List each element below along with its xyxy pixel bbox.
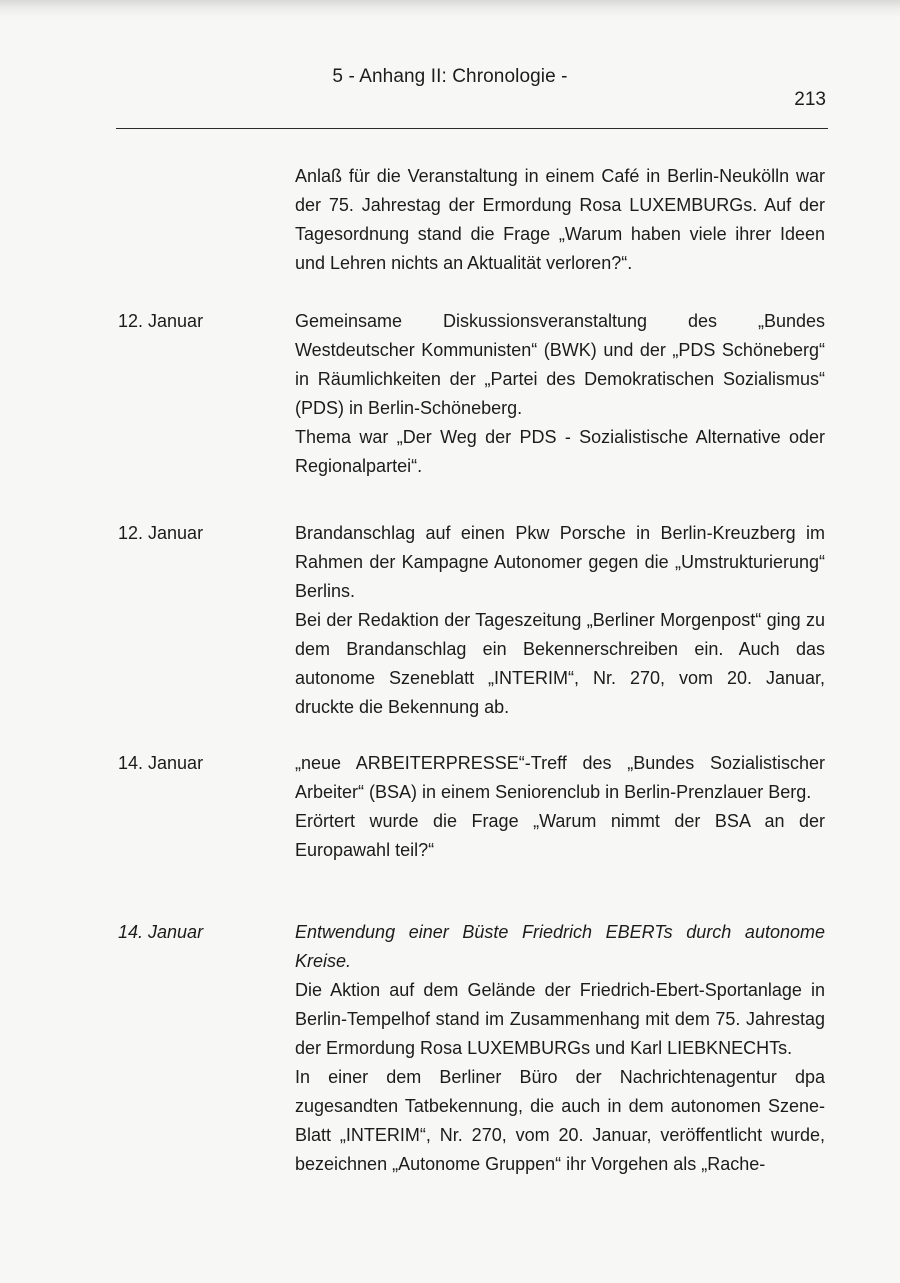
entry-text	[295, 749, 825, 865]
page-header-title: 5 - Anhang II: Chronologie -	[332, 66, 568, 87]
entry-text	[295, 918, 825, 1179]
header-rule	[116, 128, 828, 129]
entry-paragraph: Thema war „Der Weg der PDS - Sozialistische Alternative oder Regionalpartei“.	[295, 427, 825, 476]
entry-date: 12. Januar	[118, 523, 204, 543]
entry-paragraph: Entwendung einer Büste Friedrich EBERTs durch autonome Kreise.	[295, 922, 825, 971]
entry-paragraph: „neue ARBEITERPRESSE“-Treff des „Bundes Sozialistischer Arbeiter“ (BSA) in einem Seniorenclub in Berlin-Prenzlauer Berg.	[295, 753, 825, 802]
scan-edge	[0, 0, 900, 18]
page-number: 213	[794, 89, 826, 110]
entry-date: 14. Januar	[118, 922, 204, 942]
entry-paragraph: Brandanschlag auf einen Pkw Porsche in Berlin-Kreuzberg im Rahmen der Kampagne Autonomer gegen die „Umstrukturierung“ Berlins.	[295, 523, 825, 601]
entry-paragraph: Anlaß für die Veranstaltung in einem Café in Berlin-Neukölln war der 75. Jahrestag der Ermordung Rosa LUXEMBURGs. Auf der Tagesordnung stand die Frage „Warum haben viele ihrer Ideen und Lehren nichts an Aktualität verloren?“.	[295, 166, 825, 273]
entry-paragraph: Bei der Redaktion der Tageszeitung „Berliner Morgenpost“ ging zu dem Brandanschlag ein Bekennerschreiben ein. Auch das autonome Szeneblatt „INTERIM“, Nr. 270, vom 20. Januar, druckte die Bekennung ab.	[295, 610, 825, 717]
entry-date: 12. Januar	[118, 311, 204, 331]
entry-paragraph: Gemeinsame Diskussionsveranstaltung des „Bundes Westdeutscher Kommunisten“ (BWK) und der „PDS Schöneberg“ in Räumlichkeiten der „Partei des Demokratischen Sozialismus“ (PDS) in Berlin-Schöneberg.	[295, 311, 825, 418]
entry-paragraph: Erörtert wurde die Frage „Warum nimmt der BSA an der Europawahl teil?“	[295, 811, 825, 860]
entry-date: 14. Januar	[118, 753, 204, 773]
entry-text	[295, 307, 825, 481]
entry-paragraph: In einer dem Berliner Büro der Nachrichtenagentur dpa zugesandten Tatbekennung, die auch in dem autonomen Szene-Blatt „INTERIM“, Nr. 270, vom 20. Januar, veröffentlicht wurde, bezeichnen „Autonome Gruppen“ ihr Vorgehen als „Rache-	[295, 1067, 825, 1174]
entry-paragraph: Die Aktion auf dem Gelände der Friedrich-Ebert-Sportanlage in Berlin-Tempelhof stand im Zusammenhang mit dem 75. Jahrestag der Ermordung Rosa LUXEMBURGs und Karl LIEBKNECHTs.	[295, 980, 825, 1058]
entry-text	[295, 162, 825, 278]
entry-text	[295, 519, 825, 722]
